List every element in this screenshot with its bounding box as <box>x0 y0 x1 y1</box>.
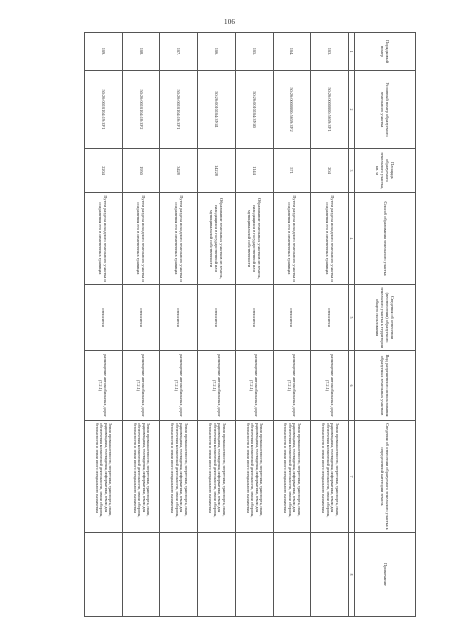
land-category: Земли промышленности, энергетики, транспорта, связи, радиовещания, телевидения, информатики, земли для обеспечения космической деятельности, земли обороны, безопасности и земли иного специального назначения <box>235 421 273 533</box>
plot-id: 50:26:0010104:19:ЗУ1 <box>85 71 123 149</box>
row-number: 104. <box>273 33 311 71</box>
plot-area: 2204 <box>85 149 123 193</box>
column-number: 4 <box>349 193 355 285</box>
header-cell: Условный номер образуемого земельного участка <box>355 71 416 149</box>
land-category: Земли промышленности, энергетики, транспорта, связи, радиовещания, телевидения, информатики, земли для обеспечения космической деятельности, земли обороны, безопасности и земли иного специального назначения <box>122 421 160 533</box>
table-row <box>273 33 311 617</box>
land-category: Земли промышленности, энергетики, транспорта, связи, радиовещания, телевидения, информатики, земли для обеспечения космической деятельности, земли обороны, безопасности и земли иного специального назначения <box>160 421 198 533</box>
table-row <box>235 33 273 617</box>
formation-method: Путем раздела исходного земельного участка и сохранения его в измененных границах <box>85 193 123 285</box>
land-category: Земли промышленности, энергетики, транспорта, связи, радиовещания, телевидения, информатики, земли для обеспечения космической деятельности, земли обороны, безопасности и земли иного специального назначения <box>85 421 123 533</box>
plot-id: 50:26:0000000:5659:ЗУ2 <box>273 71 311 149</box>
note <box>85 533 123 617</box>
land-category: Земли промышленности, энергетики, транспорта, связи, радиовещания, телевидения, информатики, земли для обеспечения космической деятельности, земли обороны, безопасности и земли иного специального назначения <box>311 421 349 533</box>
note <box>122 533 160 617</box>
column-number-row <box>349 33 355 617</box>
column-number: 6 <box>349 351 355 421</box>
column-number: 1 <box>349 33 355 71</box>
land-category: Земли промышленности, энергетики, транспорта, связи, радиовещания, телевидения, информатики, земли для обеспечения космической деятельности, земли обороны, безопасности и земли иного специального назначения <box>198 421 236 533</box>
plot-id: 50:26:0000000:5659:ЗУ1 <box>311 71 349 149</box>
page-number: 106 <box>224 18 236 26</box>
column-number: 3 <box>349 149 355 193</box>
land-plots-table <box>84 32 416 617</box>
note <box>273 533 311 617</box>
table-row <box>198 33 236 617</box>
table-row <box>85 33 123 617</box>
header-cell: Примечание <box>355 533 416 617</box>
header-cell: Площадь образуемого земельного участка, кв. м <box>355 149 416 193</box>
plot-area: 3428 <box>160 149 198 193</box>
permitted-use: размещение автомобильных дорог (7.2.1) <box>235 351 273 421</box>
row-number: 103. <box>311 33 349 71</box>
row-number: 108. <box>122 33 160 71</box>
permitted-use: размещение автомобильных дорог (7.2.1) <box>160 351 198 421</box>
plot-id: 50:26:0010104:16:ЗУ1 <box>160 71 198 149</box>
row-number: 109. <box>85 33 123 71</box>
table-row <box>311 33 349 617</box>
row-number: 105. <box>235 33 273 71</box>
table-header-row <box>355 33 416 617</box>
header-cell: Порядковый номер <box>355 33 416 71</box>
header-cell: Сведения об отнесении (неотнесении) образуемого земельного участка к территории общего пользования <box>355 285 416 351</box>
row-number: 107. <box>160 33 198 71</box>
formation-method: Образование земельных участков из земель, находящихся в государственной или муниципальной собственности <box>198 193 236 285</box>
permitted-use: размещение автомобильных дорог (7.2.1) <box>85 351 123 421</box>
plot-area: 1144 <box>235 149 273 193</box>
note <box>235 533 273 617</box>
row-number: 106. <box>198 33 236 71</box>
table-area <box>84 32 416 616</box>
plot-id: 50:26:0010104:18:ЗУ2 <box>122 71 160 149</box>
public-use-status: относится <box>198 285 236 351</box>
public-use-status: относится <box>85 285 123 351</box>
formation-method: Путем раздела исходного земельного участка и сохранения его в измененных границах <box>273 193 311 285</box>
header-cell: Сведения об отнесении образуемого земельного участка к определенной категории земель <box>355 421 416 533</box>
permitted-use: размещение автомобильных дорог (7.2.1) <box>198 351 236 421</box>
land-category: Земли промышленности, энергетики, транспорта, связи, радиовещания, телевидения, информатики, земли для обеспечения космической деятельности, земли обороны, безопасности и земли иного специального назначения <box>273 421 311 533</box>
plot-area: 571 <box>273 149 311 193</box>
column-number: 8 <box>349 533 355 617</box>
permitted-use: размещение автомобильных дорог (7.2.1) <box>311 351 349 421</box>
permitted-use: размещение автомобильных дорог (7.2.1) <box>273 351 311 421</box>
public-use-status: относится <box>122 285 160 351</box>
formation-method: Путем раздела исходного земельного участка и сохранения его в измененных границах <box>122 193 160 285</box>
formation-method: Образование земельных участков из земель, находящихся в государственной или муниципальной собственности <box>235 193 273 285</box>
public-use-status: относится <box>235 285 273 351</box>
column-number: 7 <box>349 421 355 533</box>
formation-method: Путем раздела исходного земельного участка и сохранения его в измененных границах <box>311 193 349 285</box>
column-number: 2 <box>349 71 355 149</box>
note <box>198 533 236 617</box>
plot-area: 204 <box>311 149 349 193</box>
public-use-status: относится <box>273 285 311 351</box>
note <box>311 533 349 617</box>
header-cell: Вид разрешенного использования образуемых земельных участков <box>355 351 416 421</box>
public-use-status: относится <box>311 285 349 351</box>
column-number: 5 <box>349 285 355 351</box>
table-row <box>122 33 160 617</box>
header-cell: Способ образования земельного участка <box>355 193 416 285</box>
plot-id: 50:26:0010104:ЗУ40 <box>235 71 273 149</box>
permitted-use: размещение автомобильных дорог (7.2.1) <box>122 351 160 421</box>
public-use-status: относится <box>160 285 198 351</box>
plot-area: 14228 <box>198 149 236 193</box>
plot-id: 50:26:0010104:ЗУ41 <box>198 71 236 149</box>
formation-method: Путем раздела исходного земельного участка и сохранения его в измененных границах <box>160 193 198 285</box>
table-row <box>160 33 198 617</box>
rotated-table-wrapper <box>84 32 416 616</box>
note <box>160 533 198 617</box>
plot-area: 1950 <box>122 149 160 193</box>
